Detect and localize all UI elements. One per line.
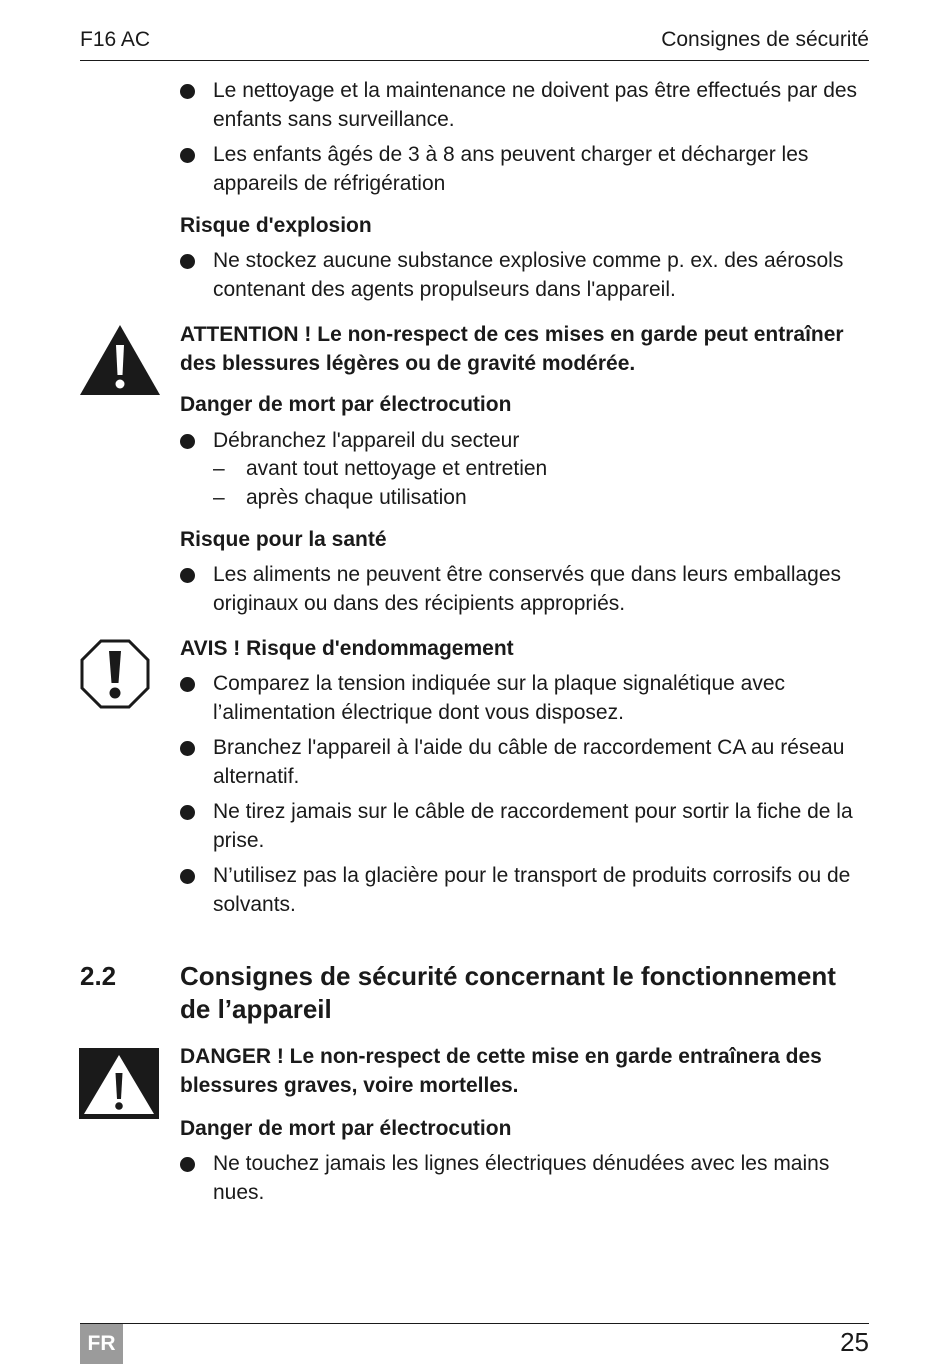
list-item-text: N’utilisez pas la glacière pour le transport de produits corrosifs ou de solvants. — [213, 864, 851, 916]
sub-list-item — [213, 455, 863, 484]
sub-list-item-text: après chaque utilisation — [246, 486, 467, 509]
list-item-text: Branchez l'appareil à l'aide du câble de raccordement CA au réseau alternatif. — [213, 736, 845, 788]
list-item — [180, 141, 870, 198]
list-item — [180, 77, 870, 134]
section-title: Consignes de sécurité concernant le fonctionnement de l’appareil — [180, 961, 836, 1024]
bullet-dot-icon — [180, 741, 195, 756]
page-header — [80, 28, 869, 61]
list-item-text: Comparez la tension indiquée sur la plaque signalétique avec l’alimentation électrique dont vous disposez. — [213, 672, 786, 724]
bullet-dot-icon — [180, 869, 195, 884]
bullet-dot-icon — [180, 568, 195, 583]
list-item — [180, 427, 870, 456]
list-item — [180, 734, 870, 791]
list-item — [180, 798, 870, 855]
list-item — [180, 1150, 870, 1207]
sub-list-item — [213, 484, 863, 513]
list-item-text: Ne stockez aucune substance explosive comme p. ex. des aérosols contenant des agents propulseurs dans l'appareil. — [213, 249, 844, 301]
warning-triangle-icon — [79, 324, 161, 396]
bullet-dot-icon — [180, 1157, 195, 1172]
dash-mark: – — [213, 457, 225, 480]
bullet-dot-icon — [180, 84, 195, 99]
explosion-heading: Risque d'explosion — [180, 214, 372, 237]
dash-mark: – — [213, 486, 225, 509]
notice-octagon-icon — [79, 638, 151, 710]
header-model: F16 AC — [80, 28, 151, 51]
language-badge: FR — [80, 1324, 123, 1364]
list-item — [180, 670, 870, 727]
list-item-text: Ne tirez jamais sur le câble de raccordement pour sortir la fiche de la prise. — [213, 800, 853, 852]
danger-electrocution-heading: Danger de mort par électrocution — [180, 1117, 512, 1140]
list-item-text: Les aliments ne peuvent être conservés que dans leurs emballages originaux ou dans des récipients appropriés. — [213, 563, 842, 615]
electrocution-heading: Danger de mort par électrocution — [180, 393, 512, 416]
bullet-dot-icon — [180, 677, 195, 692]
list-item-text: Débranchez l'appareil du secteur — [213, 429, 520, 452]
danger-title: DANGER ! Le non-respect de cette mise en garde entraînera des blessures graves, voire mortelles. — [180, 1045, 822, 1097]
attention-title: ATTENTION ! Le non-respect de ces mises en garde peut entraîner des blessures légères ou de gravité modérée. — [180, 323, 844, 375]
avis-title: AVIS ! Risque d'endommagement — [180, 637, 514, 660]
list-item-text: Ne touchez jamais les lignes électriques dénudées avec les mains nues. — [213, 1152, 830, 1204]
list-item-text: Les enfants âgés de 3 à 8 ans peuvent charger et décharger les appareils de réfrigération — [213, 143, 809, 195]
bullet-dot-icon — [180, 148, 195, 163]
danger-triangle-icon — [79, 1048, 159, 1119]
footer-divider — [80, 1323, 869, 1324]
list-item — [180, 862, 870, 919]
sub-list-item-text: avant tout nettoyage et entretien — [246, 457, 548, 480]
bullet-dot-icon — [180, 434, 195, 449]
section-number: 2.2 — [80, 961, 117, 991]
list-item — [180, 561, 870, 618]
header-section-title: Consignes de sécurité — [661, 28, 869, 51]
bullet-dot-icon — [180, 254, 195, 269]
page-number: 25 — [840, 1327, 869, 1357]
bullet-dot-icon — [180, 805, 195, 820]
list-item-text: Le nettoyage et la maintenance ne doivent pas être effectués par des enfants sans surveillance. — [213, 79, 858, 131]
health-heading: Risque pour la santé — [180, 528, 387, 551]
list-item — [180, 247, 870, 304]
